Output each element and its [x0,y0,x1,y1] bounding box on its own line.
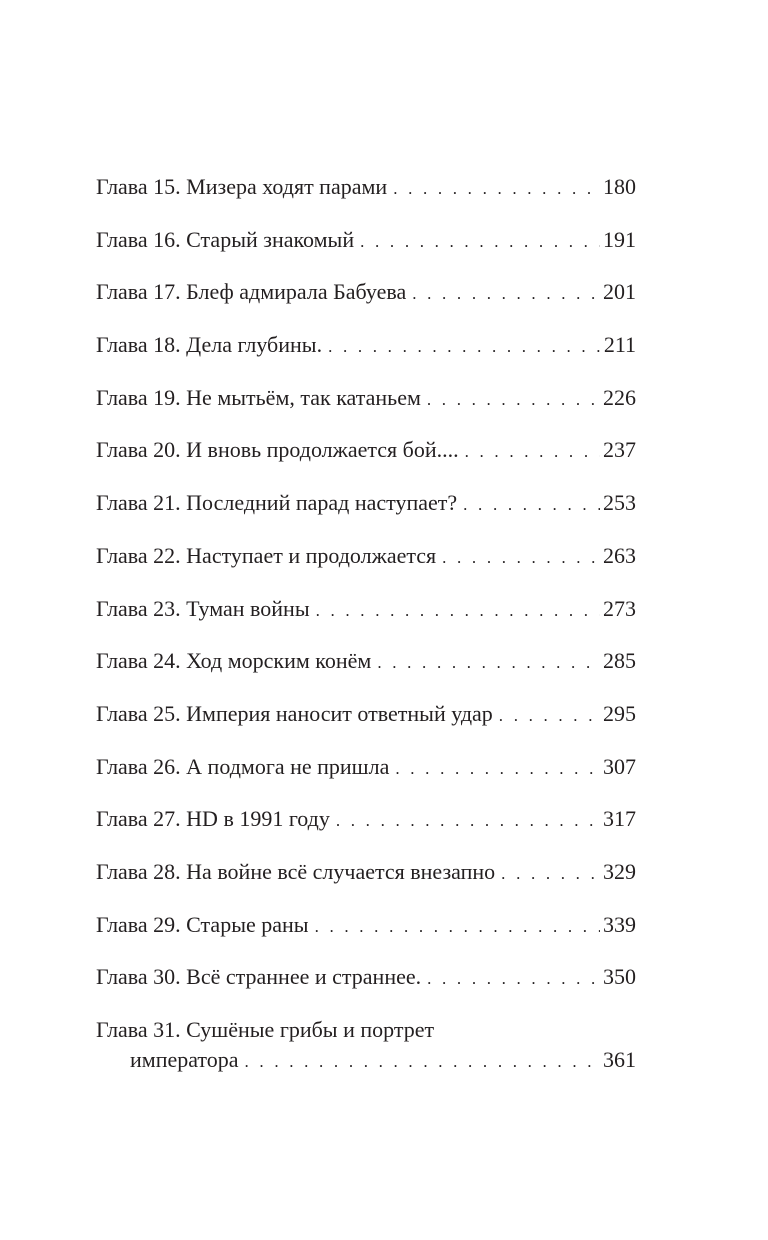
chapter-title: Глава 16. Старый знакомый [96,226,355,252]
toc-entry [96,1012,636,1086]
dot-leader [336,803,600,839]
chapter-title: Глава 18. Дела глубины. [96,332,323,358]
chapter-title: Глава 25. Империя наносит ответный удар [96,700,493,726]
dot-leader [395,751,600,787]
toc-entry [96,801,636,854]
page-number: 253 [603,490,636,516]
toc-entry [96,854,636,907]
toc-entry [96,380,636,433]
page-number: 263 [603,542,636,568]
dot-leader [245,1047,600,1077]
chapter-title: Глава 21. Последний парад наступает? [96,490,458,516]
page-number: 226 [603,384,636,410]
dot-leader [393,171,600,207]
page-number: 237 [603,437,636,463]
toc-entry [96,485,636,538]
page-number: 295 [603,700,636,726]
dot-leader [499,698,600,734]
dot-leader [501,856,600,892]
dot-leader [465,434,600,470]
dot-leader [360,224,600,260]
chapter-title: Глава 28. На войне всё случается внезапно [96,858,496,884]
chapter-title: Глава 30. Всё страннее и страннее. [96,964,422,990]
chapter-title-continuation: императора [130,1047,239,1072]
toc-entry [96,169,636,222]
toc-entry [96,327,636,380]
chapter-title: Глава 20. И вновь продолжается бой.... [96,437,459,463]
dot-leader [463,487,600,523]
toc-entry [96,907,636,960]
page-number: 361 [603,1047,636,1072]
page-number: 350 [603,964,636,990]
dot-leader [377,645,600,681]
chapter-title: Глава 17. Блеф адмирала Бабуева [96,279,407,305]
toc-entry [96,432,636,485]
toc-entry [96,538,636,591]
chapter-title: Глава 24. Ход морским конём [96,648,372,674]
page-number: 339 [603,911,636,937]
toc-entry [96,643,636,696]
toc-entry [96,959,636,1012]
toc-entry [96,222,636,275]
dot-leader [315,909,600,945]
chapter-title: Глава 31. Сушёные грибы и портрет [96,1017,435,1042]
page-number: 273 [603,595,636,621]
chapter-title: Глава 29. Старые раны [96,911,309,937]
dot-leader [328,329,601,365]
page-number: 211 [603,332,636,358]
toc-entry [96,274,636,327]
table-of-contents [96,169,636,1086]
page-number: 180 [603,174,636,199]
chapter-title: Глава 19. Не мытьём, так катаньем [96,384,421,410]
page-number: 191 [603,226,636,252]
chapter-title: Глава 15. Мизера ходят парами [96,174,388,199]
dot-leader [442,540,600,576]
dot-leader [412,276,600,312]
dot-leader [427,382,600,418]
dot-leader [427,961,600,997]
page-number: 329 [603,858,636,884]
page-number: 307 [603,753,636,779]
chapter-title: Глава 27. HD в 1991 году [96,806,330,832]
chapter-title: Глава 26. А подмога не пришла [96,753,390,779]
dot-leader [316,593,600,629]
page-number: 285 [603,648,636,674]
page-number: 317 [603,806,636,832]
chapter-title: Глава 22. Наступает и продолжается [96,542,437,568]
page-number: 201 [603,279,636,305]
toc-entry [96,749,636,802]
toc-entry [96,696,636,749]
toc-entry [96,591,636,644]
chapter-title: Глава 23. Туман войны [96,595,310,621]
